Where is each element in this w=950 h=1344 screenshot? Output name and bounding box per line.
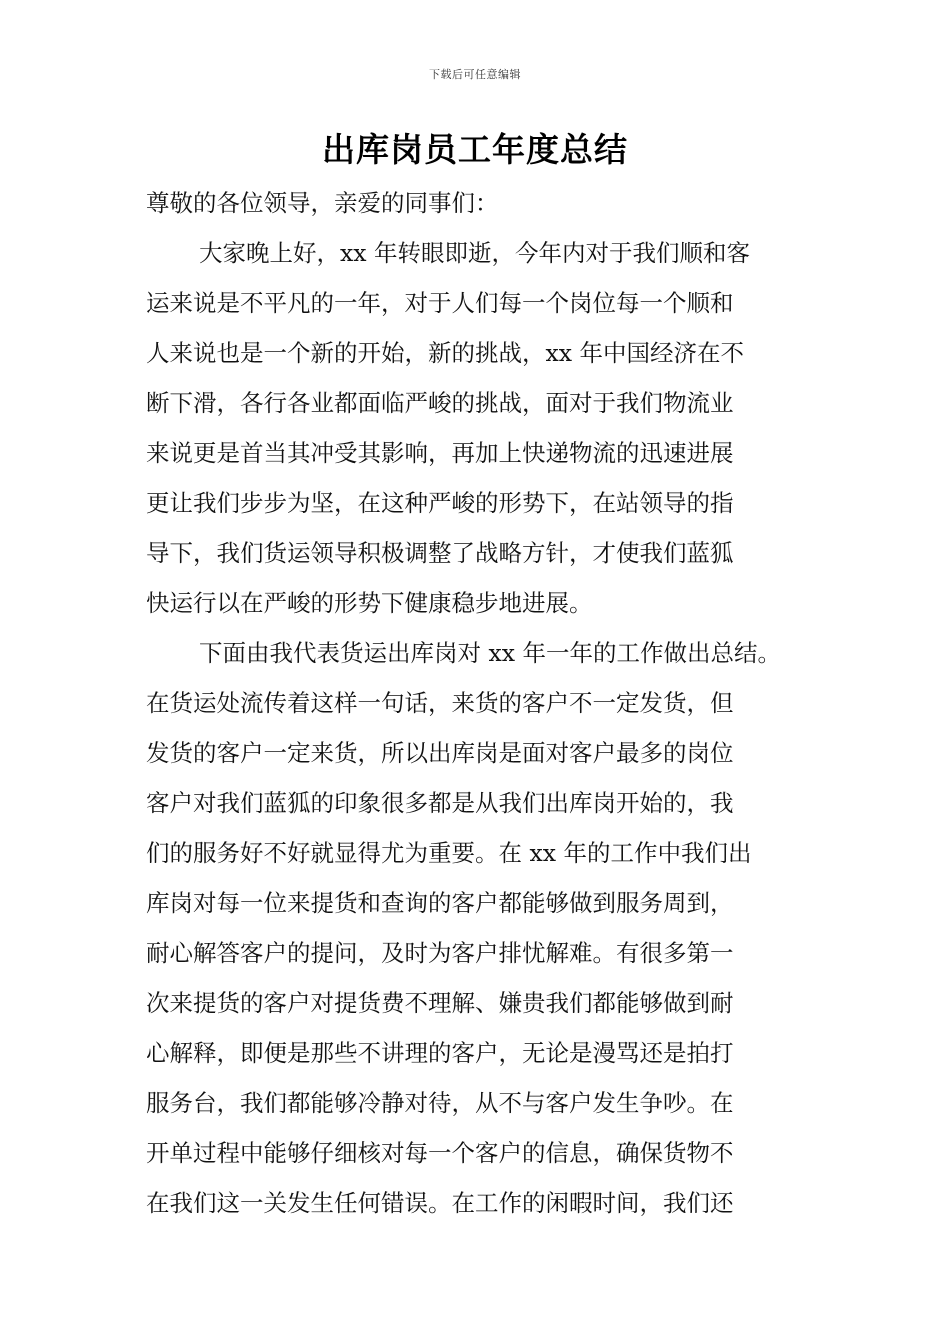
header-note: 下载后可任意编辑 <box>429 68 521 81</box>
text-line: 导下，我们货运领导积极调整了战略方针，才使我们蓝狐 <box>146 539 734 567</box>
text-line: 断下滑，各行各业都面临严峻的挑战，面对于我们物流业 <box>146 389 734 417</box>
text-line: 快运行以在严峻的形势下健康稳步地进展。 <box>146 589 593 617</box>
text-line: 次来提货的客户对提货费不理解、嫌贵我们都能够做到耐 <box>146 989 734 1017</box>
text-line: 开单过程中能够仔细核对每一个客户的信息，确保货物不 <box>146 1139 734 1167</box>
text-line: 在我们这一关发生任何错误。在工作的闲暇时间，我们还 <box>146 1189 734 1217</box>
text-line: 服务台，我们都能够冷静对待，从不与客户发生争吵。在 <box>146 1089 734 1117</box>
text-line: 下面由我代表货运出库岗对 xx 年一年的工作做出总结。 <box>199 639 781 667</box>
text-line: 客户对我们蓝狐的印象很多都是从我们出库岗开始的，我 <box>146 789 734 817</box>
text-line: 心解释，即便是那些不讲理的客户，无论是漫骂还是拍打 <box>146 1039 734 1067</box>
text-line: 人来说也是一个新的开始，新的挑战，xx 年中国经济在不 <box>146 339 744 367</box>
document-body <box>146 178 821 1228</box>
text-line: 耐心解答客户的提问，及时为客户排忧解难。有很多第一 <box>146 939 734 967</box>
text-line: 运来说是不平凡的一年，对于人们每一个岗位每一个顺和 <box>146 289 734 317</box>
text-line: 大家晚上好，xx 年转眼即逝，今年内对于我们顺和客 <box>199 239 750 267</box>
text-line: 来说更是首当其冲受其影响，再加上快递物流的迅速进展 <box>146 439 734 467</box>
text-line: 库岗对每一位来提货和查询的客户都能够做到服务周到， <box>146 889 734 917</box>
text-line: 在货运处流传着这样一句话，来货的客户不一定发货，但 <box>146 689 734 717</box>
text-line: 尊敬的各位领导，亲爱的同事们： <box>146 189 499 217</box>
text-line: 更让我们步步为坚，在这种严峻的形势下，在站领导的指 <box>146 489 734 517</box>
text-line: 发货的客户一定来货，所以出库岗是面对客户最多的岗位 <box>146 739 734 767</box>
text-line: 们的服务好不好就显得尤为重要。在 xx 年的工作中我们出 <box>146 839 752 867</box>
document-title: 出库岗员工年度总结 <box>322 130 628 169</box>
